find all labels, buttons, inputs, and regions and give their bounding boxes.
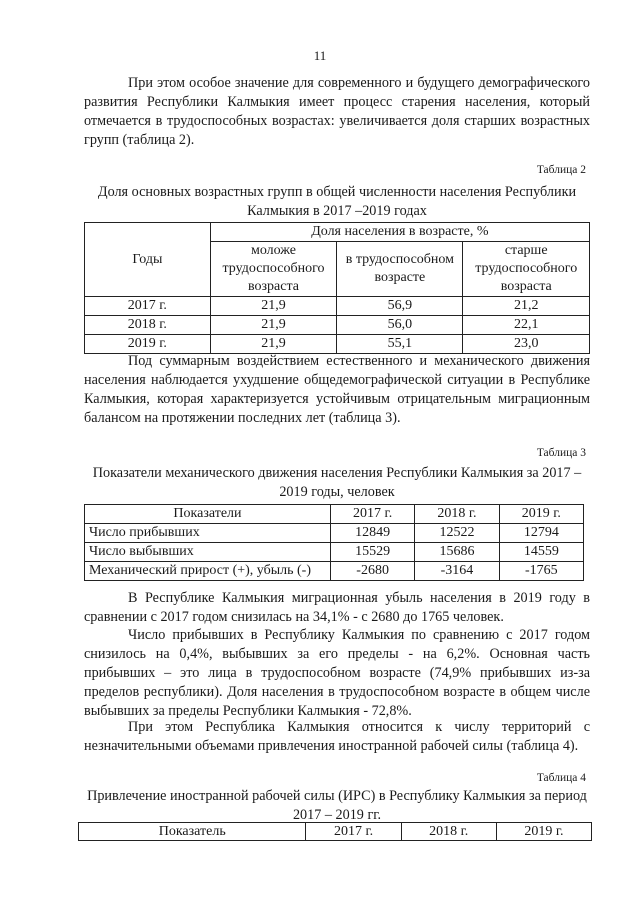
table2-subheader: старше трудоспособного возраста (463, 242, 590, 297)
table-cell: 2019 г. (85, 335, 211, 354)
table-cell: 2018 г. (85, 316, 211, 335)
paragraph-5: При этом Республика Калмыкия относится к числу территорий с незначительными объемами привлечения иностранной рабочей силы (таблица 4). (84, 719, 590, 754)
table-cell: 56,9 (337, 297, 463, 316)
table-row (85, 562, 584, 581)
table-cell: 2017 г. (85, 297, 211, 316)
table-cell: 12794 (499, 524, 583, 543)
table2-subheader: моложе трудоспособного возраста (210, 242, 337, 297)
table4-title: Привлечение иностранной рабочей силы (ИРС) в Республику Калмыкия за период 2017 – 2019 гг. (87, 788, 587, 823)
table3-header: 2018 г. (415, 505, 499, 524)
table-row (85, 524, 584, 543)
table3-caption: Таблица 3 (536, 447, 586, 459)
table-2 (84, 222, 590, 354)
table-cell: Механический прирост (+), убыль (-) (85, 562, 331, 581)
table-3 (84, 504, 584, 581)
table-cell: 21,9 (210, 316, 337, 335)
table-cell: 15529 (330, 543, 414, 562)
table4-header: 2019 г. (496, 823, 591, 841)
table-cell: 12522 (415, 524, 499, 543)
table-cell: -2680 (330, 562, 414, 581)
table-row (85, 543, 584, 562)
table4-header: Показатель (79, 823, 306, 841)
table2-header-group: Доля населения в возрасте, % (210, 223, 589, 242)
table3-header: 2019 г. (499, 505, 583, 524)
table-row (85, 297, 590, 316)
table3-title: Показатели механического движения населения Республики Калмыкия за 2017 – 2019 годы, человек (92, 465, 582, 500)
table-cell: 21,2 (463, 297, 590, 316)
table-cell: 21,9 (210, 335, 337, 354)
table-cell: 22,1 (463, 316, 590, 335)
table-cell: Число прибывших (85, 524, 331, 543)
table2-header-years: Годы (85, 223, 211, 297)
table2-subheader: в трудоспособном возрасте (337, 242, 463, 297)
table-row (85, 316, 590, 335)
table2-title: Доля основных возрастных групп в общей численности населения Республики Калмыкия в 2017 –2019 годах (97, 184, 577, 219)
paragraph-1: При этом особое значение для современного и будущего демографического развития Республики Калмыкия имеет процесс старения населения, который отмечается в трудоспособных возрастах: увеличивается доля старших возрастных групп (таблица 2). (84, 75, 590, 148)
table-4 (78, 822, 592, 841)
table-row (85, 335, 590, 354)
paragraph-3: В Республике Калмыкия миграционная убыль населения в 2019 году в сравнении с 2017 годом снизилась на 34,1% - с 2680 до 1765 человек. (84, 590, 590, 625)
table-cell: Число выбывших (85, 543, 331, 562)
paragraph-4: Число прибывших в Республику Калмыкия по сравнению с 2017 годом снизилось на 0,4%, выбывших за его пределы - на 6,2%. Основная часть прибывших – это лица в трудоспособном возрасте (74,9% прибывших из-за пределов республики). Доля населения в трудоспособном возрасте в общем числе выбывших за пределы Республики Калмыкия - 72,8%. (84, 627, 590, 719)
table3-header: 2017 г. (330, 505, 414, 524)
table2-caption: Таблица 2 (536, 164, 586, 176)
table-cell: -3164 (415, 562, 499, 581)
table-cell: 55,1 (337, 335, 463, 354)
table-cell: 12849 (330, 524, 414, 543)
table-cell: -1765 (499, 562, 583, 581)
table4-caption: Таблица 4 (536, 772, 586, 784)
table-cell: 21,9 (210, 297, 337, 316)
table4-header: 2018 г. (401, 823, 496, 841)
paragraph-2: Под суммарным воздействием естественного и механического движения населения наблюдается ухудшение общедемографической ситуации в Республике Калмыкия, которая характеризуется устойчивым отрицательным миграционным балансом на протяжении последних лет (таблица 3). (84, 353, 590, 426)
table4-header: 2017 г. (306, 823, 401, 841)
table-cell: 14559 (499, 543, 583, 562)
table3-header: Показатели (85, 505, 331, 524)
table-cell: 56,0 (337, 316, 463, 335)
table-cell: 23,0 (463, 335, 590, 354)
table-cell: 15686 (415, 543, 499, 562)
page-number: 11 (313, 48, 327, 63)
